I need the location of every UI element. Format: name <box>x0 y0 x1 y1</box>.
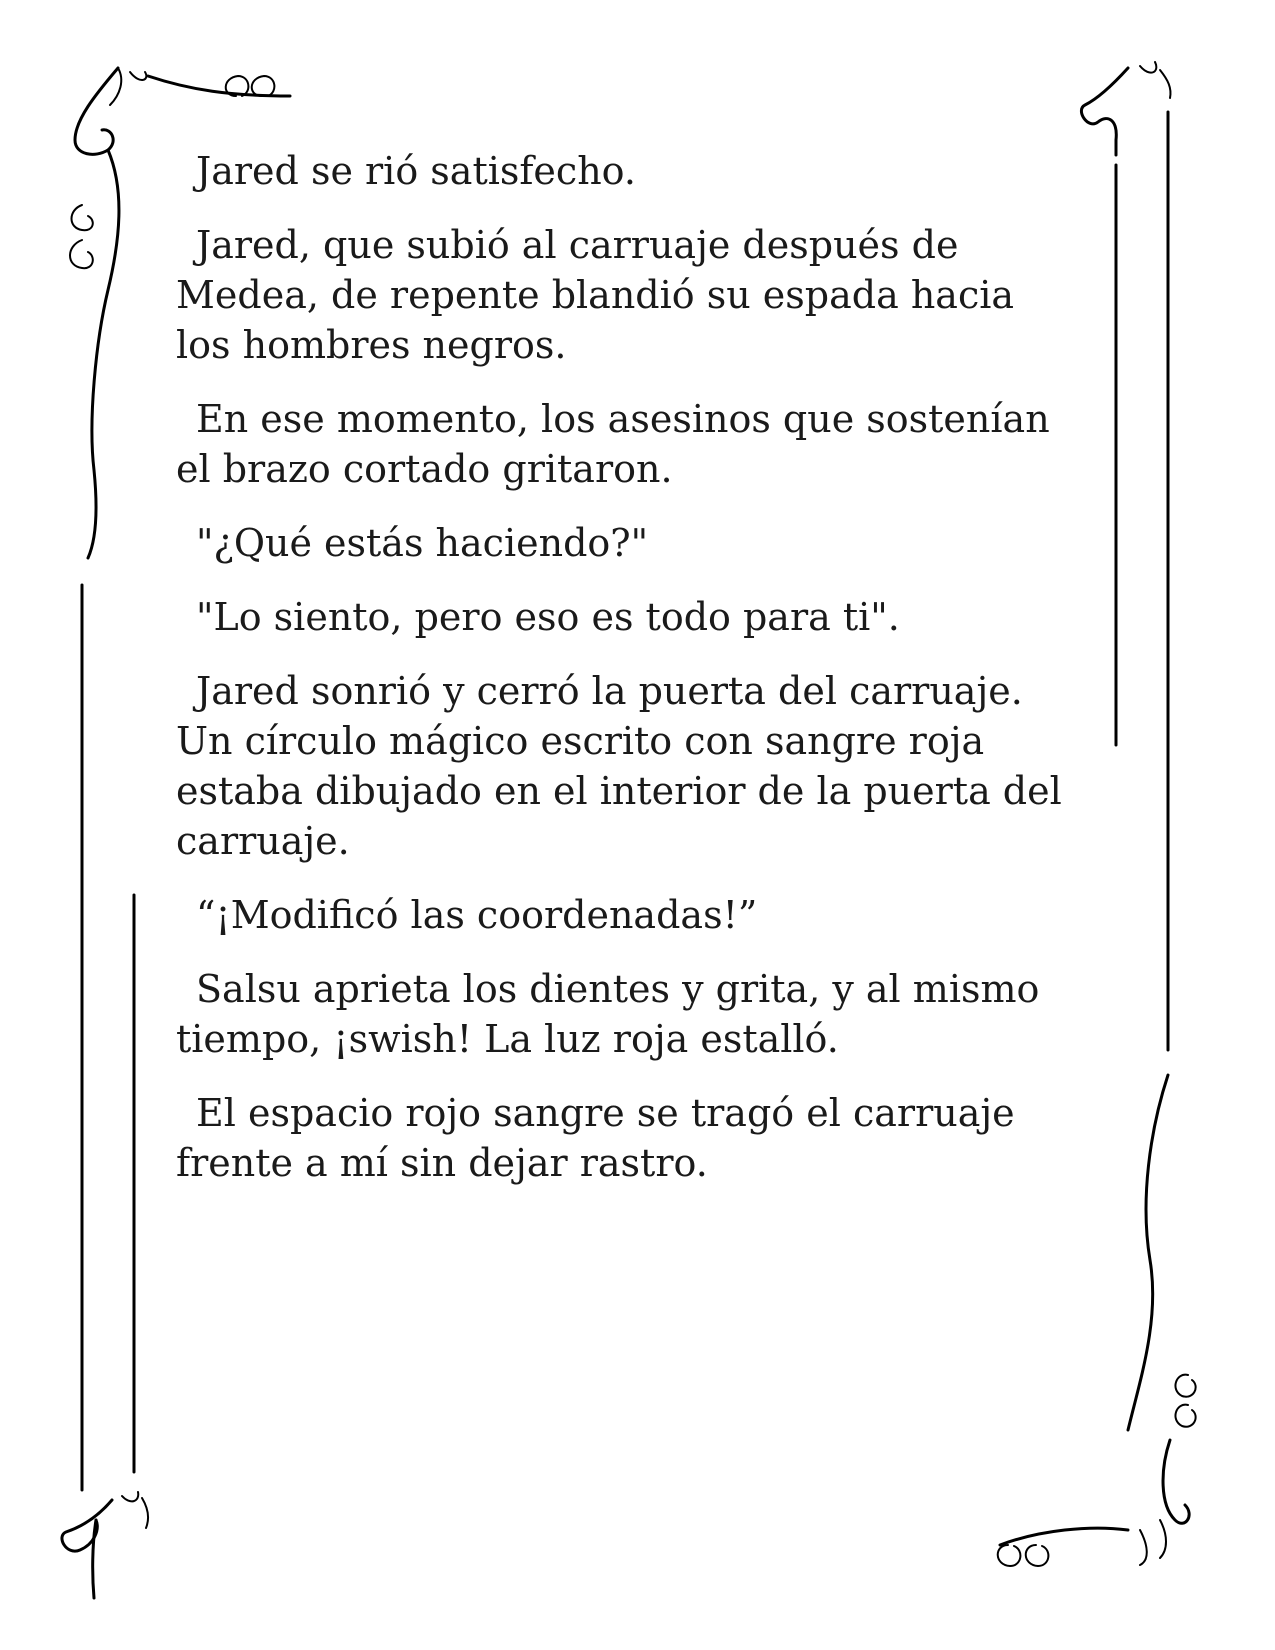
paragraph: Jared sonrió y cerró la puerta del carruaje. Un círculo mágico escrito con sangre roja estaba dibujado en el interior de la puerta del carruaje. <box>176 669 1062 863</box>
paragraph: Jared se rió satisfecho. <box>196 149 636 193</box>
paragraph: En ese momento, los asesinos que sostenían el brazo cortado gritaron. <box>176 397 1050 491</box>
paragraph: Salsu aprieta los dientes y grita, y al mismo tiempo, ¡swish! La luz roja estalló. <box>176 967 1040 1061</box>
paragraph: "¿Qué estás haciendo?" <box>196 521 649 565</box>
paragraph: “¡Modificó las coordenadas!” <box>196 893 758 937</box>
flourish-top-right-icon <box>1081 62 1170 1050</box>
paragraph: "Lo siento, pero eso es todo para ti". <box>196 595 900 639</box>
page-text <box>176 146 1076 1212</box>
paragraph: Jared, que subió al carruaje después de Medea, de repente blandió su espada hacia los hombres negros. <box>176 223 1015 367</box>
flourish-bottom-left-icon <box>62 1492 148 1598</box>
paragraph: El espacio rojo sangre se tragó el carruaje frente a mí sin dejar rastro. <box>176 1091 1015 1185</box>
